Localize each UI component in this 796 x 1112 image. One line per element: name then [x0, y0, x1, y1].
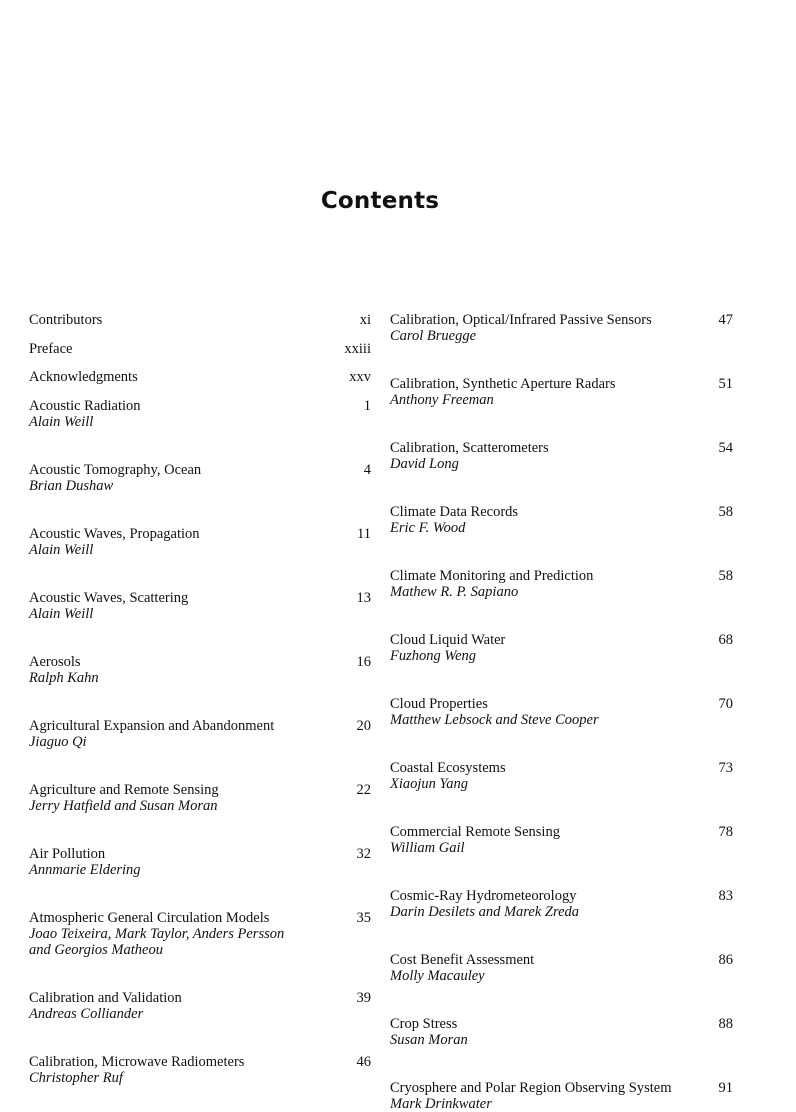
entry-title: Cosmic-Ray Hydrometeorology	[390, 888, 577, 904]
entry-title: Preface	[29, 340, 73, 357]
entry-page-number: 4	[363, 462, 371, 479]
toc-entry[interactable]	[29, 1054, 371, 1086]
entry-title: Contributors	[29, 312, 103, 328]
entry-title: Acknowledgments	[29, 369, 138, 386]
entry-page-number: 51	[718, 376, 733, 392]
entry-author: Mark Drinkwater	[390, 1096, 492, 1112]
toc-entry[interactable]	[390, 888, 733, 920]
entry-title: Calibration, Scatterometers	[390, 440, 549, 456]
entry-author: Molly Macauley	[390, 968, 485, 984]
entry-page-number: 16	[356, 654, 371, 671]
toc-entry[interactable]	[390, 952, 733, 984]
toc-entry[interactable]	[390, 696, 733, 728]
entry-author: Susan Moran	[390, 1032, 468, 1048]
entry-page-number: xxiii	[344, 340, 371, 357]
entry-page-number: 78	[718, 824, 733, 840]
entry-title: Atmospheric General Circulation Models	[29, 910, 270, 927]
entry-page-number: 54	[718, 440, 733, 456]
entry-title: Cloud Liquid Water	[390, 632, 506, 648]
entry-title: Calibration and Validation	[29, 990, 182, 1007]
entry-title: Aerosols	[29, 654, 81, 671]
entry-title: Acoustic Radiation	[29, 398, 141, 415]
entry-author: Christopher Ruf	[29, 1070, 123, 1087]
entry-page-number: 70	[718, 696, 733, 712]
toc-entry[interactable]	[390, 1080, 733, 1112]
entry-page-number: 58	[718, 504, 733, 520]
toc-entry[interactable]	[390, 1016, 733, 1048]
entry-title: Cloud Properties	[390, 696, 488, 712]
entry-author: Ralph Kahn	[29, 670, 99, 687]
entry-title: Climate Data Records	[390, 504, 519, 520]
toc-entry[interactable]	[29, 312, 371, 328]
entry-page-number: 39	[356, 990, 371, 1007]
toc-entry[interactable]	[29, 910, 371, 958]
entry-title: Calibration, Synthetic Aperture Radars	[390, 376, 616, 392]
entry-author: Andreas Colliander	[29, 1006, 144, 1023]
entry-page-number: 88	[718, 1016, 733, 1032]
entry-author: Alain Weill	[29, 414, 94, 431]
entry-page-number: 1	[363, 398, 371, 415]
entry-page-number: 46	[356, 1054, 371, 1071]
toc-entry[interactable]	[390, 568, 733, 600]
entry-title: Crop Stress	[390, 1016, 458, 1032]
toc-entry[interactable]	[29, 782, 371, 814]
entry-page-number: 91	[718, 1080, 733, 1096]
entry-author: Brian Dushaw	[29, 478, 114, 495]
entry-page-number: 35	[356, 910, 371, 927]
toc-entry[interactable]	[390, 504, 733, 536]
entry-author: Darin Desilets and Marek Zreda	[390, 904, 580, 920]
toc-entry[interactable]	[390, 632, 733, 664]
toc-entry[interactable]	[29, 369, 371, 385]
entry-author: Annmarie Eldering	[29, 862, 141, 879]
toc-entry[interactable]	[29, 526, 371, 558]
entry-page-number: 47	[718, 312, 733, 328]
toc-entry[interactable]	[29, 654, 371, 686]
entry-title: Calibration, Optical/Infrared Passive Sensors	[390, 312, 652, 328]
entry-title: Acoustic Waves, Scattering	[29, 590, 189, 607]
entry-page-number: 86	[718, 952, 733, 968]
toc-entry[interactable]	[390, 312, 733, 344]
entry-page-number: 58	[718, 568, 733, 584]
toc-entry[interactable]	[29, 398, 371, 430]
entry-author: and Georgios Matheou	[29, 942, 163, 959]
toc-entry[interactable]	[390, 760, 733, 792]
entry-author: Xiaojun Yang	[390, 776, 469, 792]
entry-page-number: 68	[718, 632, 733, 648]
toc-entry[interactable]	[390, 376, 733, 408]
entry-title: Commercial Remote Sensing	[390, 824, 560, 840]
entry-author: Jerry Hatfield and Susan Moran	[29, 798, 218, 815]
entry-page-number: xi	[359, 312, 371, 328]
entry-title: Coastal Ecosystems	[390, 760, 506, 776]
entry-title: Cost Benefit Assessment	[390, 952, 535, 968]
toc-entry[interactable]	[29, 846, 371, 878]
entry-title: Agriculture and Remote Sensing	[29, 782, 219, 799]
entry-page-number: 20	[356, 718, 371, 735]
entry-author: David Long	[390, 456, 459, 472]
entry-title: Cryosphere and Polar Region Observing System	[390, 1080, 672, 1096]
entry-author: Matthew Lebsock and Steve Cooper	[390, 712, 599, 728]
entry-title: Acoustic Waves, Propagation	[29, 526, 200, 543]
entry-title: Climate Monitoring and Prediction	[390, 568, 594, 584]
entry-page-number: xxv	[349, 369, 371, 386]
toc-entry[interactable]	[29, 718, 371, 750]
page-title: Contents	[320, 188, 440, 214]
toc-entry[interactable]	[29, 990, 371, 1022]
entry-title: Calibration, Microwave Radiometers	[29, 1054, 245, 1071]
toc-entry[interactable]	[29, 341, 371, 357]
toc-entry[interactable]	[29, 462, 371, 494]
entry-page-number: 73	[718, 760, 733, 776]
entry-title: Acoustic Tomography, Ocean	[29, 462, 202, 479]
entry-author: Mathew R. P. Sapiano	[390, 584, 519, 600]
entry-page-number: 13	[356, 590, 371, 607]
entry-page-number: 11	[357, 526, 371, 543]
entry-author: Alain Weill	[29, 542, 94, 559]
entry-page-number: 22	[356, 782, 371, 799]
entry-page-number: 32	[356, 846, 371, 863]
entry-title: Air Pollution	[29, 846, 106, 863]
entry-author: Joao Teixeira, Mark Taylor, Anders Persson	[29, 926, 285, 943]
entry-page-number: 83	[718, 888, 733, 904]
entry-author: Jiaguo Qi	[29, 734, 87, 751]
entry-author: Anthony Freeman	[390, 392, 494, 408]
toc-entry[interactable]	[390, 440, 733, 472]
entry-title: Agricultural Expansion and Abandonment	[29, 718, 275, 735]
entry-author: William Gail	[390, 840, 465, 856]
toc-entry[interactable]	[390, 824, 733, 856]
entry-author: Fuzhong Weng	[390, 648, 477, 664]
entry-author: Alain Weill	[29, 606, 94, 623]
toc-entry[interactable]	[29, 590, 371, 622]
entry-author: Carol Bruegge	[390, 328, 477, 344]
entry-author: Eric F. Wood	[390, 520, 466, 536]
